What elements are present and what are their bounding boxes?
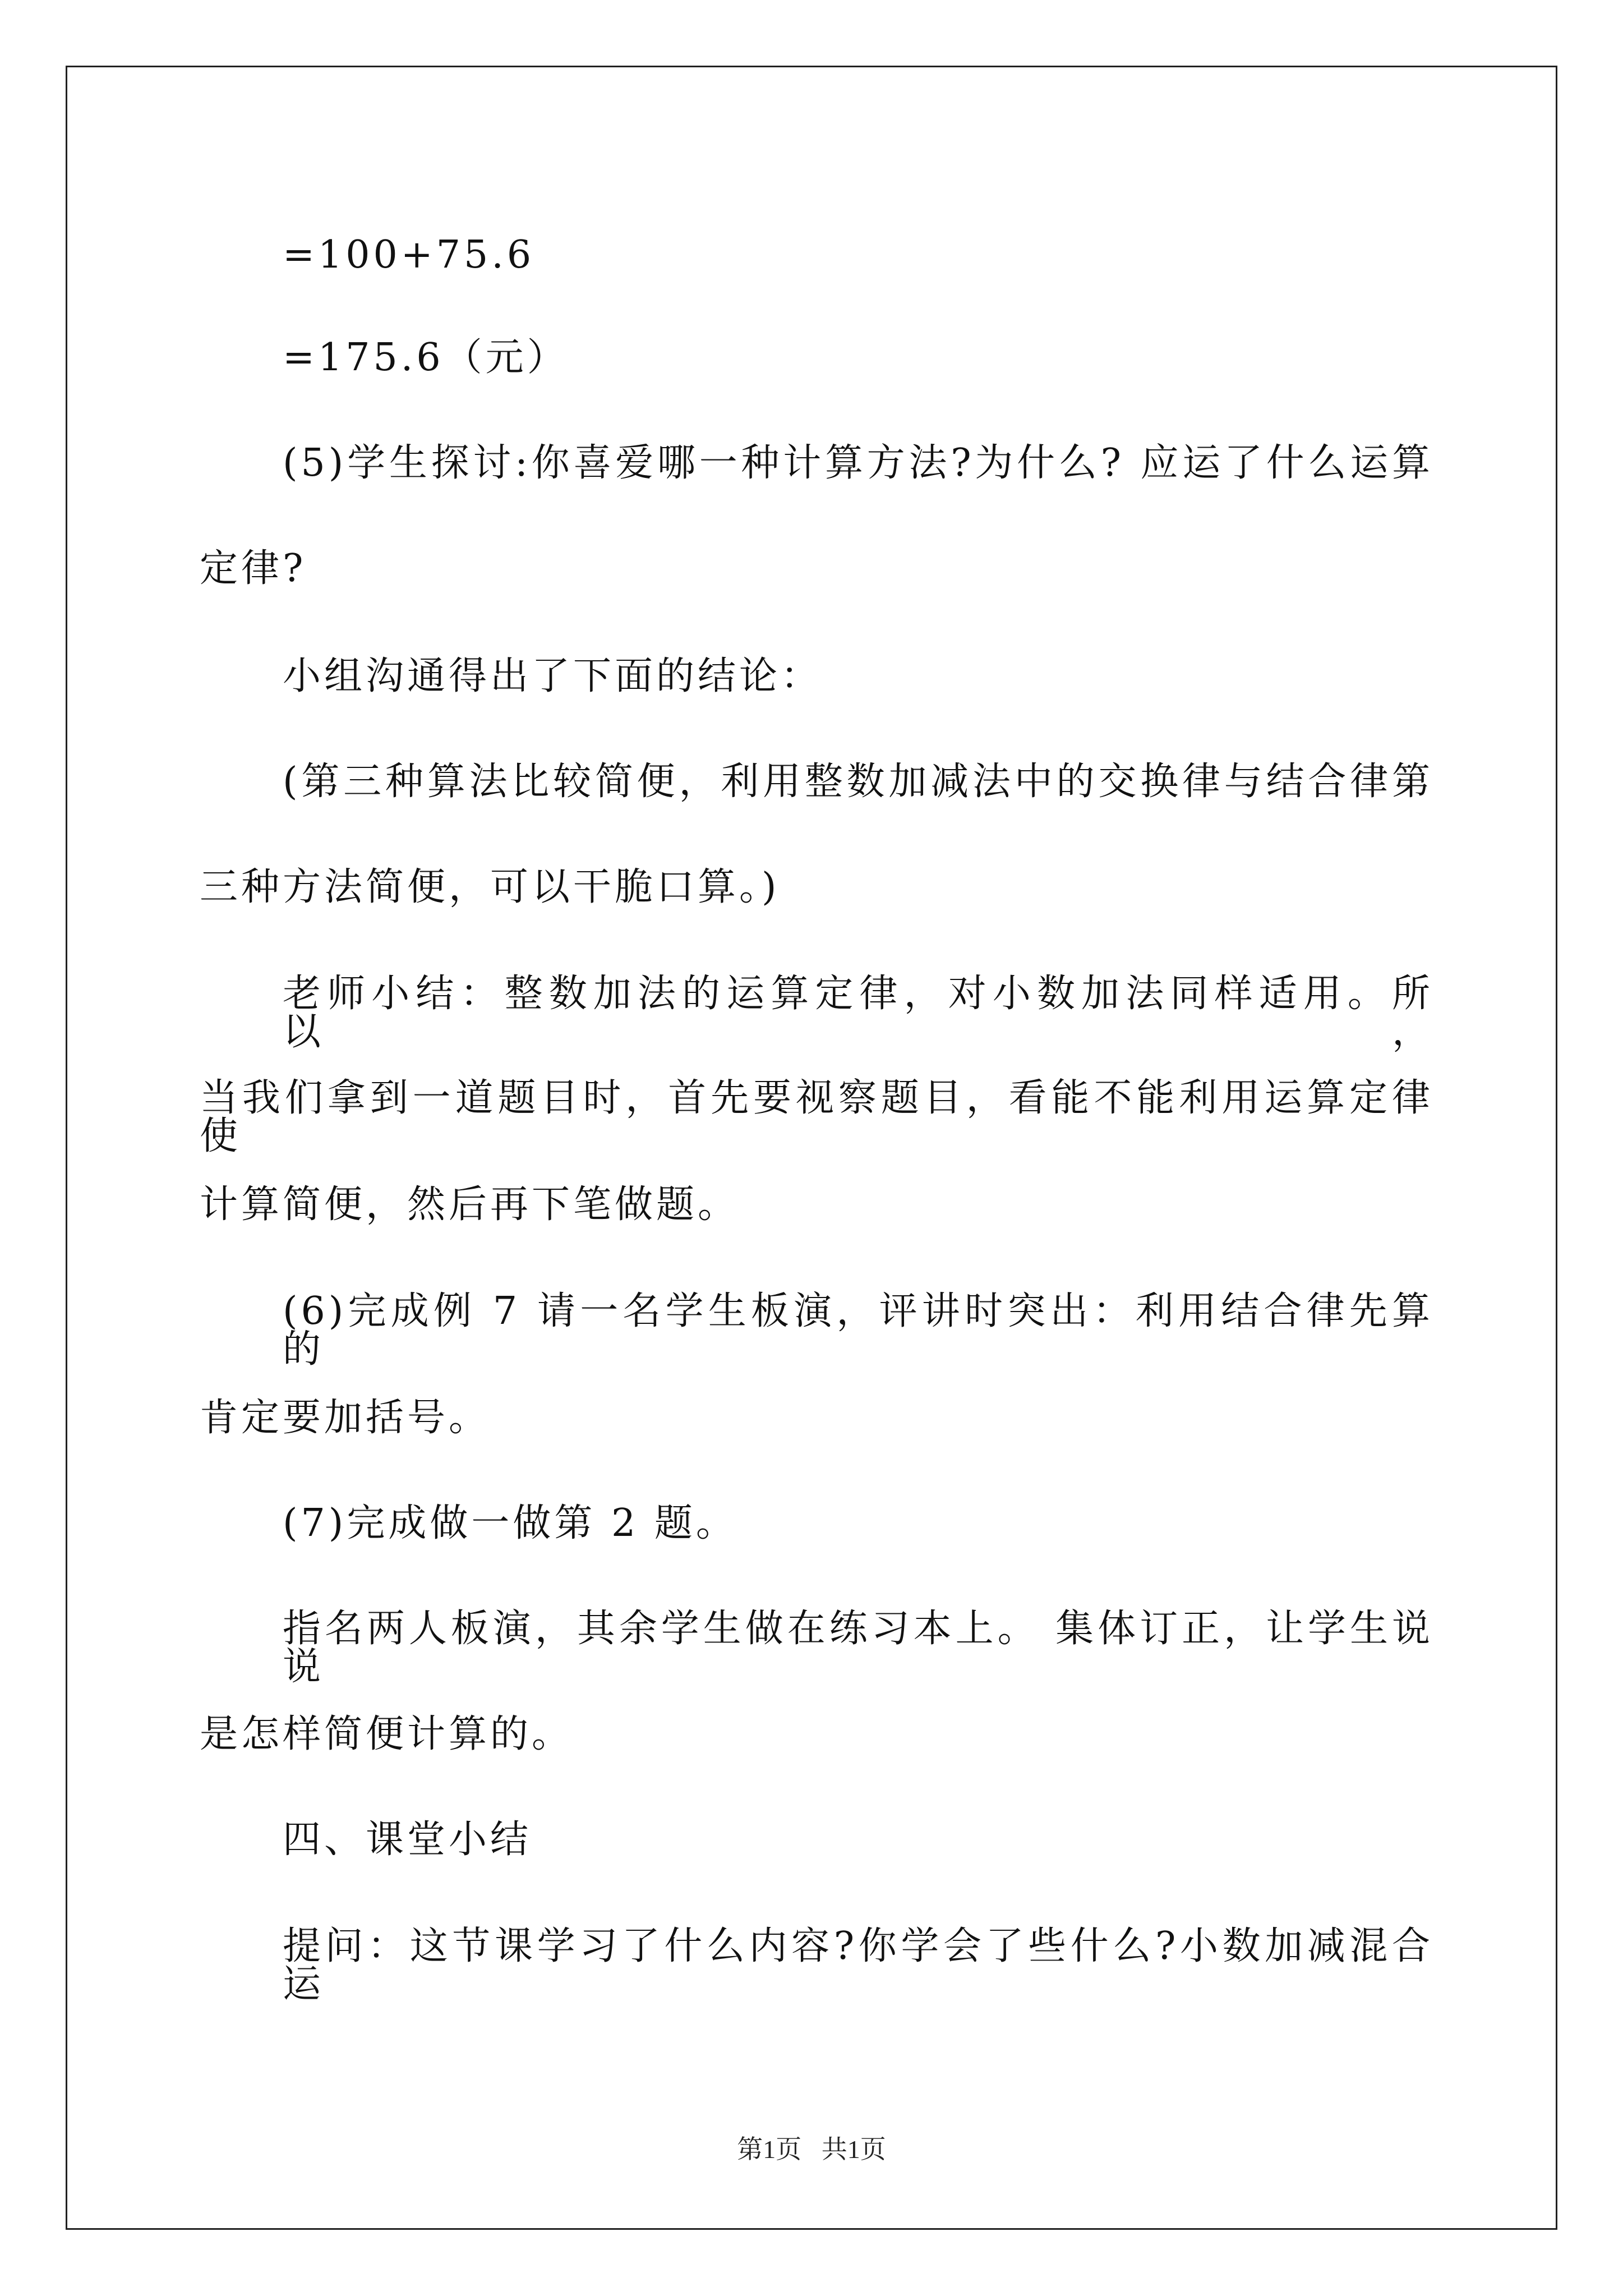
text-line: (5)学生探讨:你喜爱哪一种计算方法?为什么? 应运了什么运算 [283, 441, 1433, 485]
text-line: 指名两人板演，其余学生做在练习本上。 集体订正，让学生说说 [283, 1607, 1433, 1689]
page-total: 共1页 [821, 2135, 886, 2164]
text-line: 肯定要加括号。 [200, 1396, 491, 1440]
text-line: 是怎样简便计算的。 [200, 1712, 574, 1756]
text-line: (7)完成做一做第 2 题。 [283, 1501, 737, 1545]
text-line: =175.6（元） [283, 335, 569, 380]
text-line: 提问：这节课学习了什么内容?你学会了些什么?小数加减混合运 [283, 1924, 1433, 2007]
text-line: 三种方法简便，可以干脆口算。) [200, 865, 780, 909]
text-line: 定律? [200, 546, 307, 591]
text-line: (6)完成例 7 请一名学生板演，评讲时突出：利用结合律先算的 [283, 1289, 1433, 1372]
text-line: 计算简便，然后再下笔做题。 [200, 1182, 740, 1227]
text-line: (第三种算法比较简便，利用整数加减法中的交换律与结合律第 [283, 760, 1433, 804]
text-line: 老师小结：整数加法的运算定律，对小数加法同样适用。所以， [283, 972, 1433, 1054]
page-number: 第1页 [737, 2135, 802, 2164]
text-line: 当我们拿到一道题目时，首先要视察题目，看能不能利用运算定律使 [200, 1076, 1433, 1158]
text-line: 小组沟通得出了下面的结论： [283, 654, 823, 698]
text-line: 四、课堂小结 [283, 1818, 532, 1862]
text-line: =100+75.6 [283, 233, 535, 277]
page-footer [0, 2129, 1623, 2166]
